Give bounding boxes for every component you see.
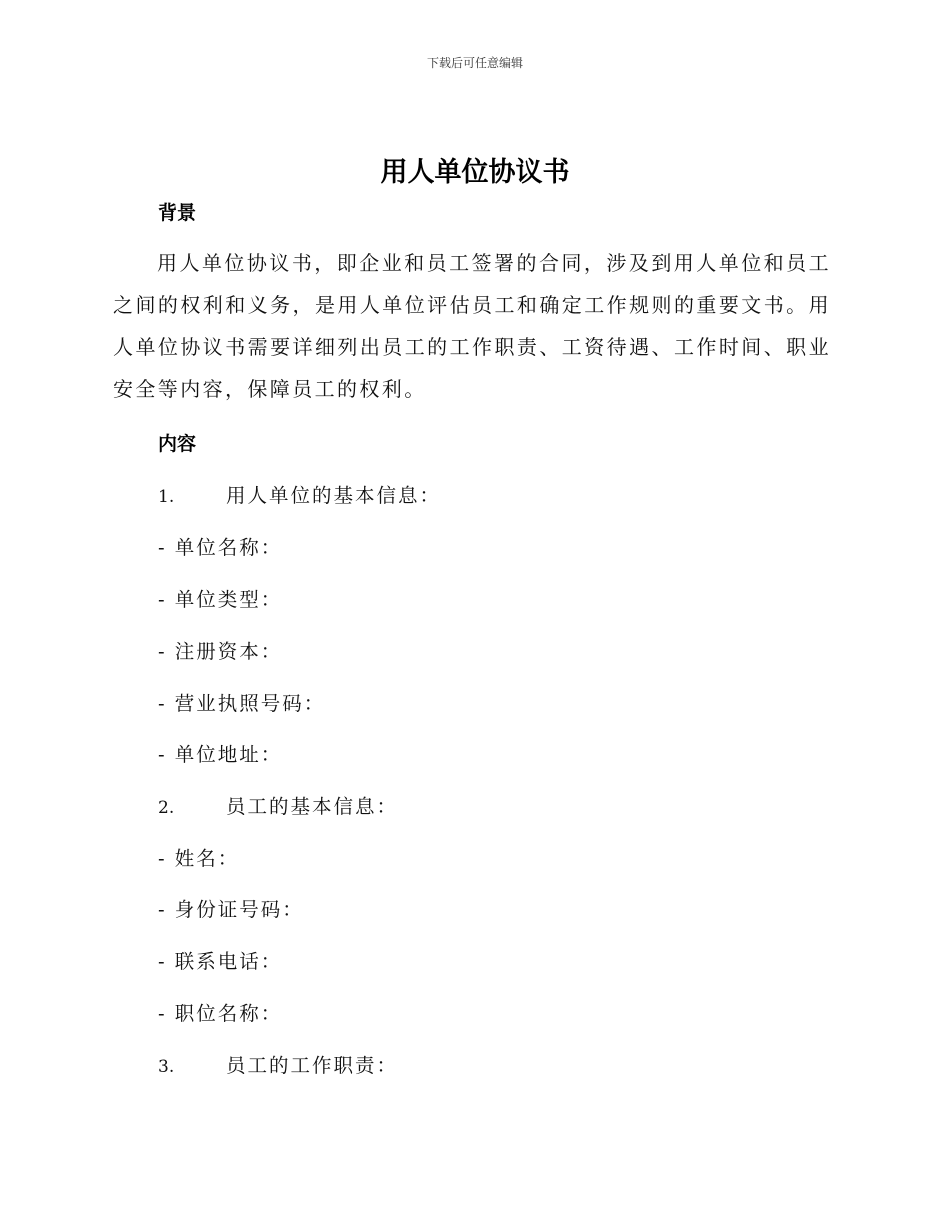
- section-2-item: - 身份证号码：: [158, 898, 304, 921]
- document-title: 用人单位协议书: [380, 157, 570, 188]
- section-3-label: 员工的工作职责：: [226, 1054, 399, 1077]
- section-1-item: - 注册资本：: [158, 640, 283, 663]
- section-1-number: 1.: [158, 487, 175, 507]
- section-2-label: 员工的基本信息：: [226, 795, 399, 818]
- background-paragraph: 用人单位协议书，即企业和员工签署的合同，涉及到用人单位和员工之间的权利和义务，是用人单位评估员工和确定工作规则的重要文书。用人单位协议书需要详细列出员工的工作职责、工资待遇、工作时间、职业安全等内容，保障员工的权利。: [113, 251, 831, 401]
- section-3-number: 3.: [158, 1057, 175, 1077]
- section-1-title: [158, 480, 441, 508]
- section-1-item: - 单位地址：: [158, 743, 283, 766]
- content-heading: 内容: [158, 433, 197, 455]
- background-heading: 背景: [158, 202, 197, 224]
- header-note: 下载后可任意编辑: [426, 56, 523, 70]
- section-3-title: [158, 1050, 398, 1078]
- section-1-label: 用人单位的基本信息：: [226, 484, 442, 507]
- section-2-number: 2.: [158, 798, 175, 818]
- section-2-item: - 联系电话：: [158, 950, 283, 973]
- section-1-item: - 单位类型：: [158, 588, 283, 611]
- section-1-item: - 营业执照号码：: [158, 692, 326, 715]
- section-2-item: - 姓名：: [158, 847, 240, 870]
- section-2-item: - 职位名称：: [158, 1002, 283, 1025]
- section-2-title: [158, 791, 398, 819]
- section-1-item: - 单位名称：: [158, 536, 283, 559]
